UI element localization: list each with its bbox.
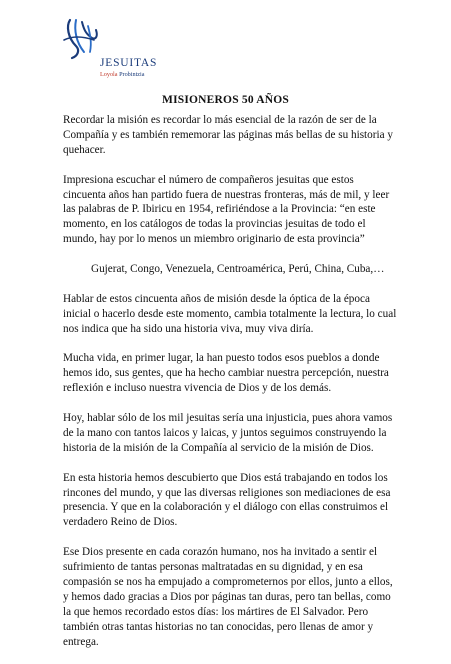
logo-sub-probintzia: Probintzia (119, 71, 145, 78)
paragraph-3: Hablar de estos cincuenta años de misión desde la óptica de la época inicial o hacerlo desde este momento, cambia totalmente la lectura, lo cual nos indica que ha sido una historia viva, muy viva diría. (63, 292, 397, 335)
paragraph-4: Mucha vida, en primer lugar, la han puesto todos esos pueblos a donde hemos ido, sus gentes, que ha hecho cambiar nuestra percepción, nuestra reflexión e incluso nuestra vivencia de Dios y de los demás. (63, 352, 389, 395)
document-body (63, 113, 398, 664)
jesuitas-logo (62, 16, 172, 76)
logo-subtitle (100, 72, 145, 78)
paragraph-5: Hoy, hablar sólo de los mil jesuitas sería una injusticia, pues ahora vamos de la mano con tantos laicos y laicas, y juntos seguimos construyendo la historia de la misión de la Compañía al servicio de la misión de Dios. (63, 412, 393, 454)
ihs-monogram-icon (62, 16, 102, 60)
logo-wordmark: JESUITAS (100, 57, 158, 69)
paragraph-2: Impresiona escuchar el número de compañeros jesuitas que estos cincuenta años han partido fuera de nuestras fronteras, más de mil, y leer las palabras de P. Ibiricu en 1954, refiriéndose a la Provincia: “en este momento, en los catálogos de todas la provincias jesuitas de todo el mundo, hay por lo menos un miembro originario de esta provincia” (63, 173, 390, 246)
places-list: Gujerat, Congo, Venezuela, Centroamérica, Perú, China, Cuba,… (91, 263, 385, 276)
paragraph-6: En esta historia hemos descubierto que Dios está trabajando en todos los rincones del mundo, y que las diversas religiones son mediaciones de esa presencia. Y que en la colaboración y el diálogo con ellas construimos el verdadero Reino de Dios. (63, 471, 391, 529)
logo-sub-loyola: Loyola (100, 71, 118, 78)
paragraph-7: Ese Dios presente en cada corazón humano, nos ha invitado a sentir el sufrimiento de tantas personas maltratadas en su dignidad, y en esa compasión se nos ha empujado a comprometernos por ellos, junto a ellos, y hemos dado gracias a Dios por páginas tan duras, pero tan bellas, como la que hemos recordado estos días: los mártires de El Salvador. Pero también otras tantas historias no tan conocidas, pero llenas de amor y entrega. (63, 546, 393, 648)
paragraph-1: Recordar la misión es recordar lo más esencial de la razón de ser de la Compañía y es también rememorar las páginas más bellas de su historia y quehacer. (63, 114, 393, 156)
page-title: MISIONEROS 50 AÑOS (162, 94, 289, 106)
